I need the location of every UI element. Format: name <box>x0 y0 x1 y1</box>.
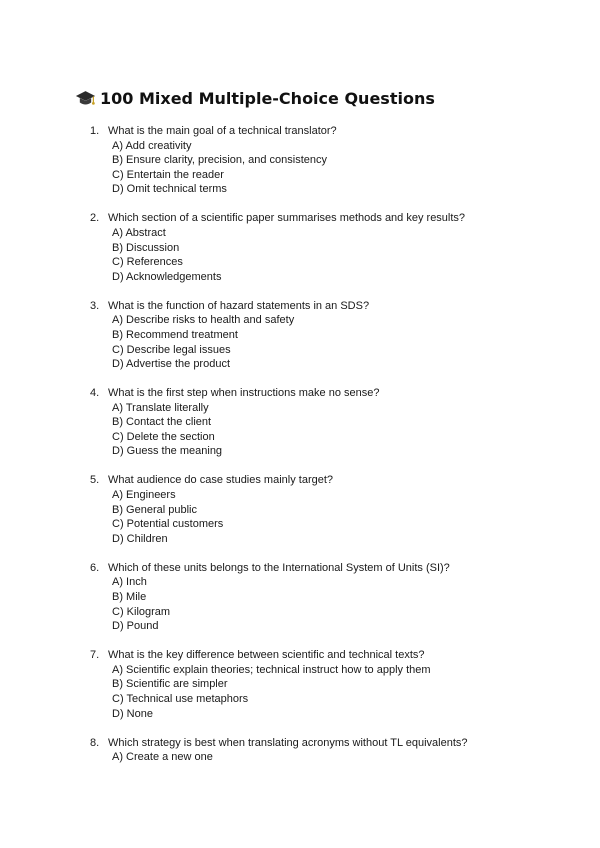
answer-option: C) Delete the section <box>112 430 215 443</box>
answer-option: D) Acknowledgements <box>112 270 222 283</box>
answer-option: A) Create a new one <box>112 751 213 764</box>
question-line <box>90 211 580 226</box>
answer-options <box>90 226 580 284</box>
question-text: What is the function of hazard statements in an SDS? <box>108 299 370 312</box>
question-text: What is the key difference between scientific and technical texts? <box>108 649 425 662</box>
answer-options <box>90 139 580 197</box>
answer-option: B) Discussion <box>112 241 180 254</box>
question-list <box>90 124 580 779</box>
question-text: What is the main goal of a technical translator? <box>108 125 337 137</box>
question-item <box>90 386 580 459</box>
question-text: Which section of a scientific paper summarises methods and key results? <box>108 212 466 225</box>
answer-option: D) Guess the meaning <box>112 445 223 458</box>
answer-options <box>90 401 580 459</box>
answer-option: D) None <box>112 707 153 720</box>
graduation-cap-icon <box>75 90 96 108</box>
answer-option: A) Translate literally <box>112 401 209 414</box>
answer-option: C) Potential customers <box>112 518 224 531</box>
answer-option: B) Contact the client <box>112 416 212 429</box>
question-number: 8. <box>90 736 100 749</box>
answer-option: B) Scientific are simpler <box>112 678 228 691</box>
answer-options <box>90 750 580 765</box>
answer-options <box>90 488 580 546</box>
answer-option: A) Add creativity <box>112 139 192 152</box>
question-item <box>90 473 580 546</box>
answer-option: B) Ensure clarity, precision, and consistency <box>112 154 327 167</box>
question-item <box>90 211 580 284</box>
question-item <box>90 561 580 634</box>
question-number: 6. <box>90 561 100 574</box>
answer-option: A) Abstract <box>112 226 166 239</box>
answer-option: C) Kilogram <box>112 605 171 618</box>
question-number: 7. <box>90 649 100 662</box>
answer-option: B) Mile <box>112 590 147 603</box>
question-item <box>90 124 580 197</box>
answer-option: D) Omit technical terms <box>112 183 227 196</box>
answer-options <box>90 313 580 371</box>
question-number: 4. <box>90 387 100 400</box>
answer-option: A) Engineers <box>112 489 176 502</box>
question-number: 3. <box>90 299 100 312</box>
question-text: Which strategy is best when translating acronyms without TL equivalents? <box>108 736 468 749</box>
question-line <box>90 386 580 401</box>
answer-option: A) Inch <box>112 576 147 589</box>
question-number: 1. <box>90 125 100 137</box>
answer-option: B) Recommend treatment <box>112 328 238 341</box>
answer-option: A) Scientific explain theories; technical instruct how to apply them <box>112 663 431 676</box>
page-title-text: 100 Mixed Multiple-Choice Questions <box>100 89 435 108</box>
question-line <box>90 561 580 576</box>
answer-options <box>90 575 580 633</box>
question-text: What is the first step when instructions make no sense? <box>108 387 380 400</box>
question-line <box>90 648 580 663</box>
question-line <box>90 124 580 139</box>
answer-option: C) Describe legal issues <box>112 343 231 356</box>
question-item <box>90 736 580 765</box>
question-line <box>90 736 580 751</box>
answer-option: D) Children <box>112 532 168 545</box>
question-text: What audience do case studies mainly target? <box>108 474 334 487</box>
answer-options <box>90 663 580 721</box>
question-line <box>90 299 580 314</box>
question-number: 2. <box>90 212 100 225</box>
question-number: 5. <box>90 474 100 487</box>
answer-option: B) General public <box>112 503 197 516</box>
question-line <box>90 473 580 488</box>
question-item <box>90 299 580 372</box>
page-title <box>75 89 435 108</box>
question-item <box>90 648 580 721</box>
answer-option: D) Pound <box>112 620 159 633</box>
answer-option: C) Entertain the reader <box>112 168 224 181</box>
answer-option: A) Describe risks to health and safety <box>112 314 295 327</box>
answer-option: C) Technical use metaphors <box>112 692 249 705</box>
question-text: Which of these units belongs to the International System of Units (SI)? <box>108 561 450 574</box>
answer-option: C) References <box>112 256 183 269</box>
answer-option: D) Advertise the product <box>112 358 231 371</box>
